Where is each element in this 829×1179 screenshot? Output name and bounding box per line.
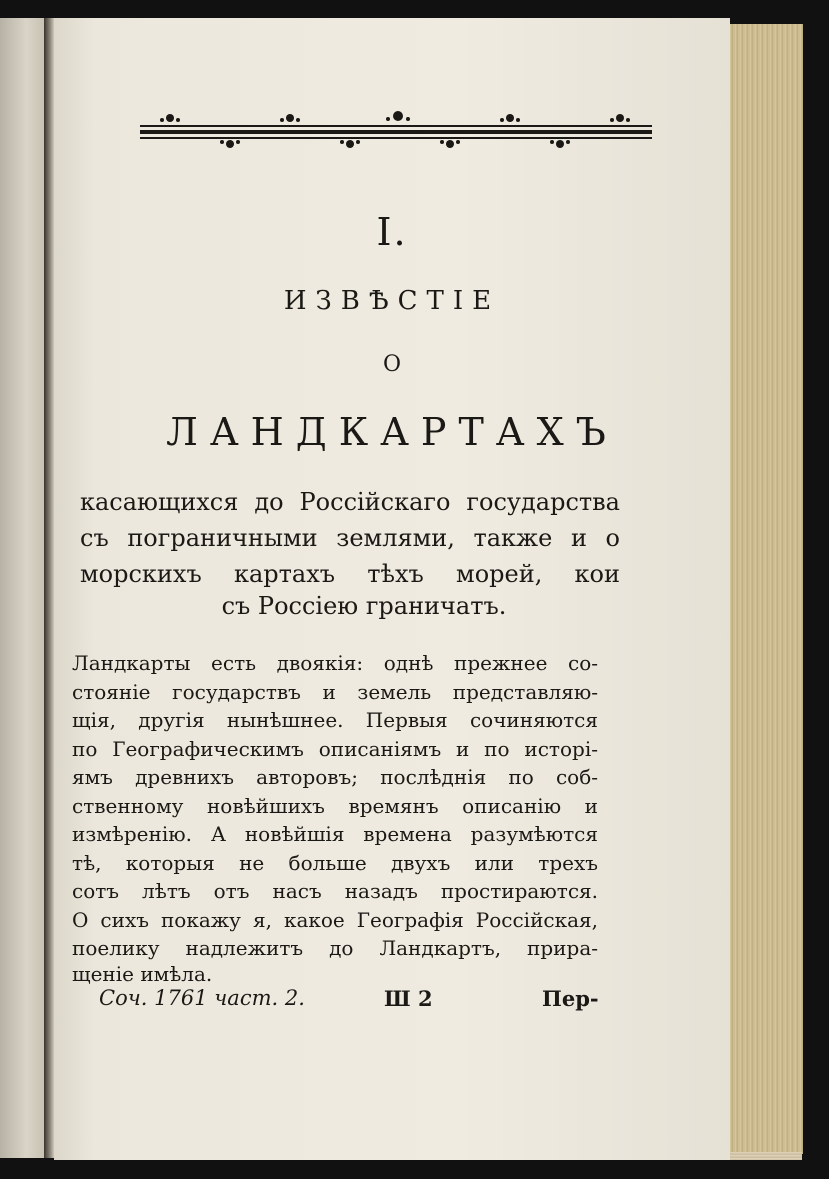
page (54, 18, 730, 1160)
subtitle-line: касающихся до Россійскаго государства (80, 488, 620, 516)
page-edges (728, 24, 803, 1154)
body-line: измѣренію. А новѣйшія времена разумѣются (72, 822, 598, 846)
body-line: Ландкарты есть двоякія: однѣ прежнее со- (72, 651, 598, 675)
title-preposition: О (382, 352, 402, 377)
book-gutter (44, 18, 54, 1158)
title-line-2: ЛАНДКАРТАХЪ (166, 410, 618, 454)
body-line: сотъ лѣтъ отъ насъ назадъ простираются. (72, 879, 598, 903)
body-line: ственному новѣйшихъ времянъ описанію и (72, 793, 598, 818)
subtitle-line: морскихъ картахъ тѣхъ морей, кои (80, 560, 620, 588)
title-line-1: ИЗВѢСТІЕ (283, 286, 501, 316)
body-line: О сихъ покажу я, какое Географія Россійская, (72, 907, 598, 932)
footer-signature-mark: Ш 2 (384, 986, 433, 1011)
body-line: тѣ, которыя не больше двухъ или трехъ (72, 850, 598, 875)
left-page-edge (0, 18, 46, 1158)
body-line: поелику надлежитъ до Ландкартъ, прира- (72, 936, 598, 960)
footer-catchword: Пер- (542, 986, 599, 1011)
body-line: стояніе государствъ и земель представляю- (72, 679, 598, 704)
subtitle-line: съ пограничными землями, также и о (80, 524, 620, 552)
ornament-headpiece (140, 110, 652, 150)
section-number: I. (376, 210, 408, 254)
body-last-line: щеніе имѣла. (72, 961, 213, 986)
body-line: ямъ древнихъ авторовъ; послѣднія по соб- (72, 765, 598, 789)
body-line: щія, другія нынѣшнее. Первыя сочиняются (72, 708, 598, 732)
footer-signature: Соч. 1761 част. 2. (99, 986, 305, 1010)
body-line: по Географическимъ описаніямъ и по исторі- (72, 736, 598, 761)
subtitle-last-line: съ Россіею граничатъ. (221, 592, 507, 620)
